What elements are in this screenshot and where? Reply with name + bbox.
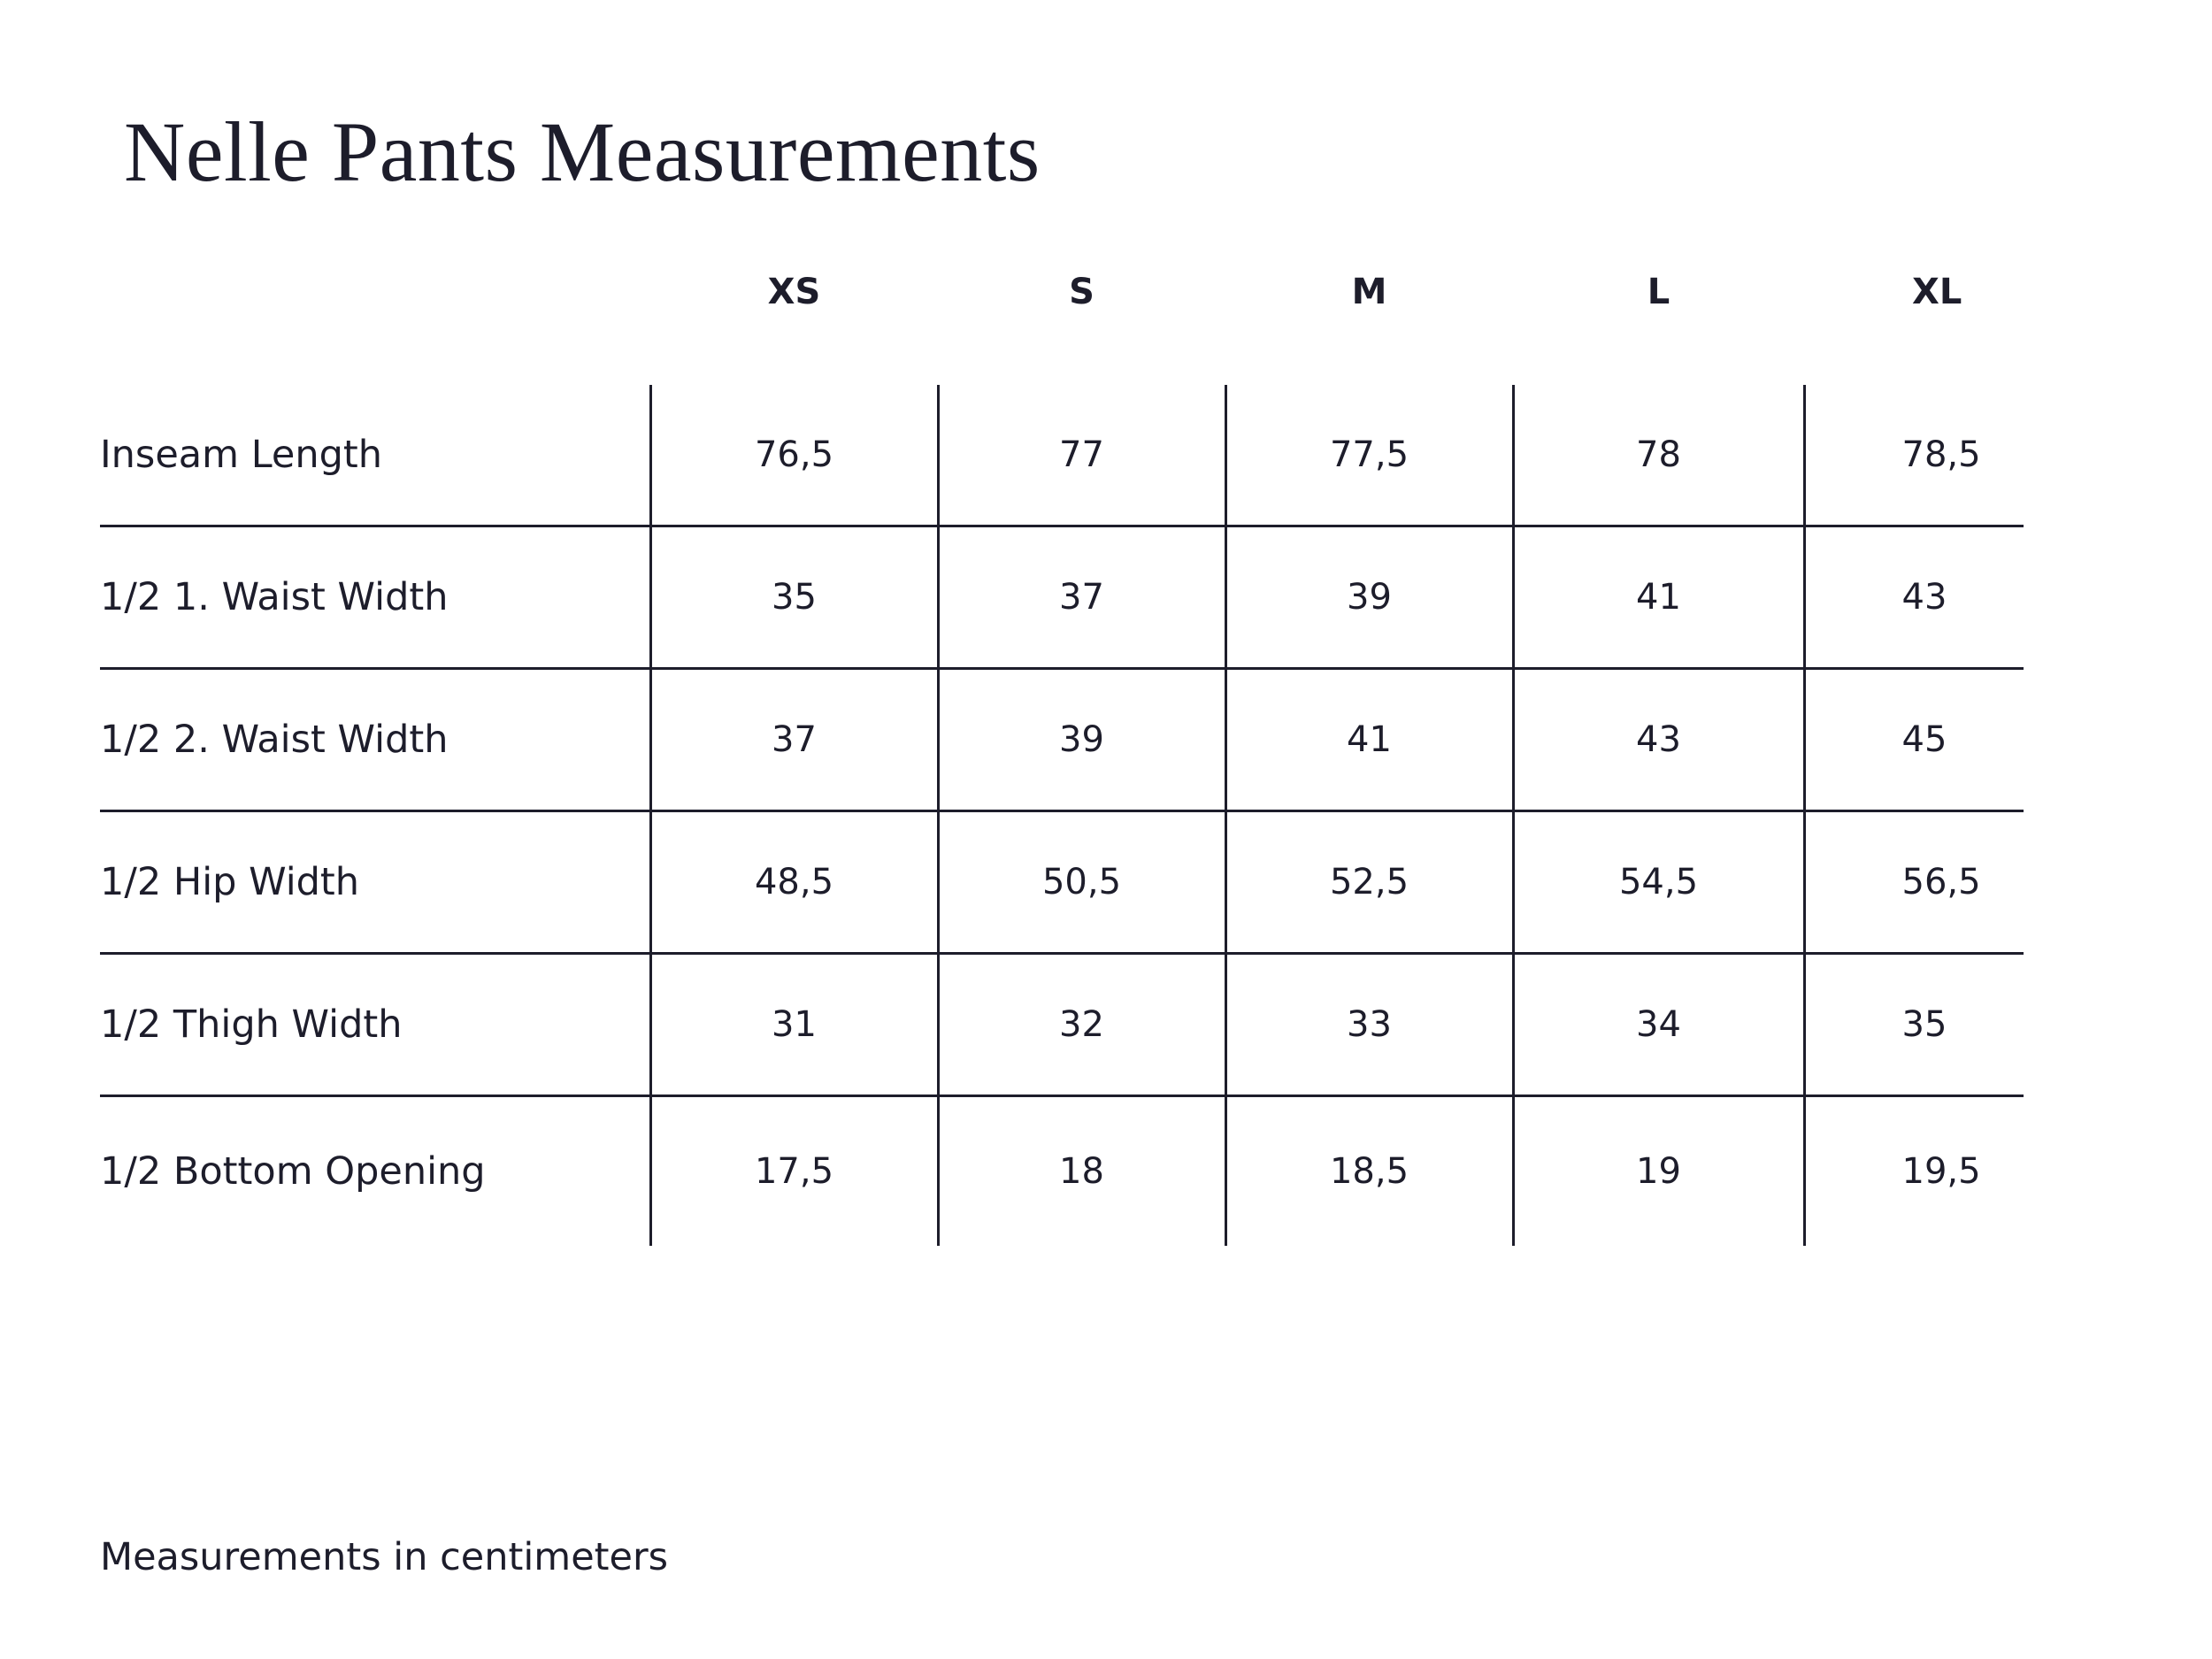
- size-header-s: S: [1069, 272, 1094, 312]
- measurement-cell: 17,5: [650, 1096, 938, 1247]
- page-title: Nelle Pants Measurements: [124, 104, 1041, 199]
- measurement-cell: 18,5: [1225, 1096, 1513, 1247]
- measurement-cell: 45: [1804, 669, 2024, 811]
- table-row-hip-width: [100, 811, 2024, 954]
- measurement-cell: 37: [650, 669, 938, 811]
- measurement-cell: 54,5: [1513, 811, 1804, 954]
- measurement-cell: 19,5: [1804, 1096, 2024, 1247]
- row-label: Inseam Length: [100, 433, 383, 477]
- measurement-cell: 43: [1804, 526, 2024, 669]
- size-header-xl: XL: [1912, 272, 1962, 312]
- measurement-cell: 37: [938, 526, 1225, 669]
- row-label: 1/2 1. Waist Width: [100, 526, 650, 669]
- size-header-xs: XS: [767, 272, 821, 312]
- measurement-cell: 77,5: [1225, 385, 1513, 526]
- size-header-row: [100, 261, 2024, 385]
- measurement-cell: 34: [1513, 954, 1804, 1096]
- measurement-cell: 48,5: [650, 811, 938, 954]
- measurement-cell: 19: [1513, 1096, 1804, 1247]
- measurement-cell: 39: [938, 669, 1225, 811]
- table-row-thigh-width: [100, 954, 2024, 1096]
- table-row-waist-width-2: [100, 669, 2024, 811]
- size-header-l: L: [1647, 272, 1671, 312]
- size-header-m: M: [1351, 272, 1387, 312]
- table-row-inseam-length: [100, 385, 2024, 526]
- row-label: 1/2 2. Waist Width: [100, 669, 650, 811]
- measurement-cell: 18: [938, 1096, 1225, 1247]
- row-label: 1/2 Bottom Opening: [100, 1096, 650, 1247]
- measurement-cell: 35: [650, 526, 938, 669]
- units-footnote: Measurements in centimeters: [100, 1535, 669, 1579]
- measurement-cell: 78: [1513, 385, 1804, 526]
- measurement-cell: 32: [938, 954, 1225, 1096]
- measurement-cell: 39: [1225, 526, 1513, 669]
- size-chart-table: [100, 261, 2024, 1246]
- measurement-cell: 78,5: [1804, 385, 2024, 526]
- measurement-cell: 35: [1804, 954, 2024, 1096]
- measurement-cell: 43: [1513, 669, 1804, 811]
- row-label: 1/2 Thigh Width: [100, 954, 650, 1096]
- table-row-waist-width-1: [100, 526, 2024, 669]
- measurement-cell: 52,5: [1225, 811, 1513, 954]
- table-row-bottom-opening: [100, 1096, 2024, 1247]
- measurement-cell: 56,5: [1804, 811, 2024, 954]
- measurement-cell: 77: [938, 385, 1225, 526]
- measurement-cell: 33: [1225, 954, 1513, 1096]
- measurement-cell: 41: [1225, 669, 1513, 811]
- measurement-cell: 41: [1513, 526, 1804, 669]
- measurement-cell: 76,5: [650, 385, 938, 526]
- measurement-cell: 31: [650, 954, 938, 1096]
- header-corner: [100, 261, 650, 385]
- measurement-cell: 50,5: [938, 811, 1225, 954]
- row-label: 1/2 Hip Width: [100, 811, 650, 954]
